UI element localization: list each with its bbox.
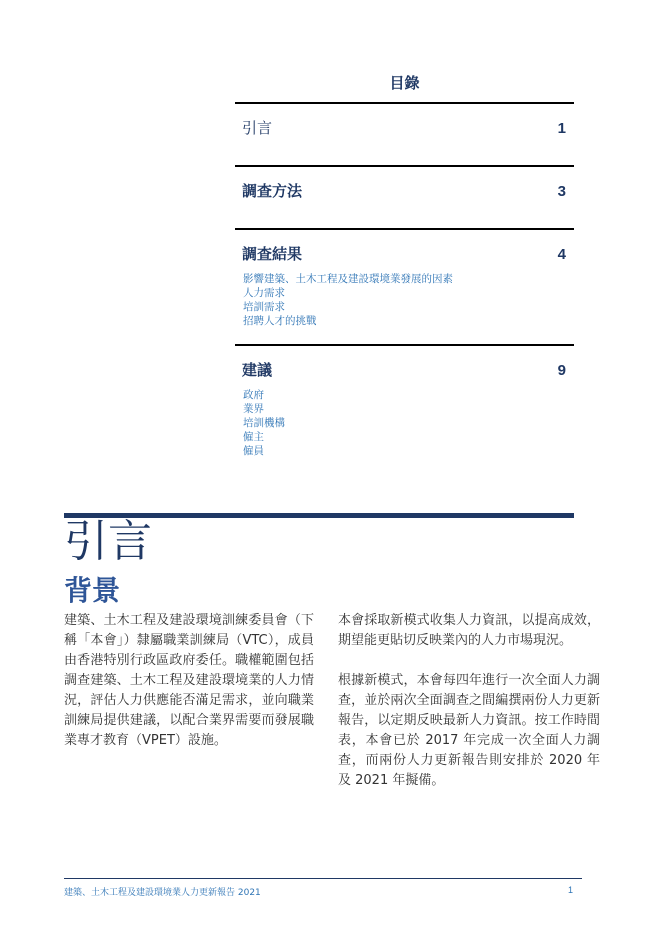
toc-row xyxy=(235,243,574,264)
toc-entry-page: 1 xyxy=(557,120,566,137)
toc-row xyxy=(235,359,574,380)
toc-sub-list xyxy=(243,388,574,458)
toc-title: 目錄 xyxy=(389,74,420,92)
footer-divider xyxy=(64,878,582,879)
body-paragraph: 本會採取新模式收集人力資訊，以提高成效，期望能更貼切反映業內的人力市場現況。 xyxy=(338,613,600,648)
toc-sub-item[interactable]: 業界 xyxy=(243,403,264,415)
toc-sub-item[interactable]: 影響建築、土木工程及建設環境業發展的因素 xyxy=(243,273,453,285)
toc-divider xyxy=(235,102,574,104)
toc-entry-label: 調查結果 xyxy=(242,245,303,263)
toc-entry-label: 調查方法 xyxy=(242,182,303,200)
toc-sub-item[interactable]: 招聘人才的挑戰 xyxy=(243,315,317,327)
section-heading: 引言 xyxy=(64,516,152,567)
body-paragraph: 根據新模式，本會每四年進行一次全面人力調查，並於兩次全面調查之間編撰兩份人力更新報告，以定期反映最新人力資訊。按工作時間表，本會已於 2017 年完成一次全面人力調查，而兩份人力更新報告則安排於 2020 年及 2021 年擬備。 xyxy=(338,673,600,788)
toc-sub-item[interactable]: 培訓機構 xyxy=(243,417,285,429)
toc-divider xyxy=(235,228,574,230)
body-paragraph: 建築、土木工程及建設環境訓練委員會（下稱「本會」）隸屬職業訓練局（VTC），成員由香港特別行政區政府委任。職權範圍包括調查建築、土木工程及建設環境業的人力情況，評估人力供應能否滿足需求，並向職業訓練局提供建議，以配合業界需要而發展職業專才教育（VPET）設施。 xyxy=(64,613,314,748)
toc-sub-item[interactable]: 僱員 xyxy=(243,445,264,457)
toc-divider xyxy=(235,344,574,346)
toc-entry-label: 建議 xyxy=(242,361,273,379)
toc-entry-page: 3 xyxy=(557,183,566,200)
toc-divider xyxy=(235,165,574,167)
body-column-left xyxy=(64,611,314,771)
toc-entry-recommendations[interactable] xyxy=(235,344,574,458)
body-column-right xyxy=(338,611,600,811)
toc-row xyxy=(235,180,574,201)
toc-sub-item[interactable]: 政府 xyxy=(243,389,264,401)
toc-entry-findings[interactable] xyxy=(235,228,574,328)
section-subheading: 背景 xyxy=(64,574,121,607)
toc-entry-introduction[interactable] xyxy=(235,102,574,138)
toc-sub-item[interactable]: 人力需求 xyxy=(243,287,285,299)
toc-entry-methodology[interactable] xyxy=(235,165,574,201)
toc-sub-item[interactable]: 培訓需求 xyxy=(243,301,285,313)
toc-sub-list xyxy=(243,272,574,328)
toc-sub-item[interactable]: 僱主 xyxy=(243,431,264,443)
footer-title: 建築、土木工程及建設環境業人力更新報告 2021 xyxy=(64,888,261,898)
footer-page-number: 1 xyxy=(568,885,574,895)
toc-entry-label: 引言 xyxy=(242,119,273,137)
toc-entry-page: 4 xyxy=(557,246,566,263)
toc-row xyxy=(235,117,574,138)
toc-entry-page: 9 xyxy=(557,362,566,379)
